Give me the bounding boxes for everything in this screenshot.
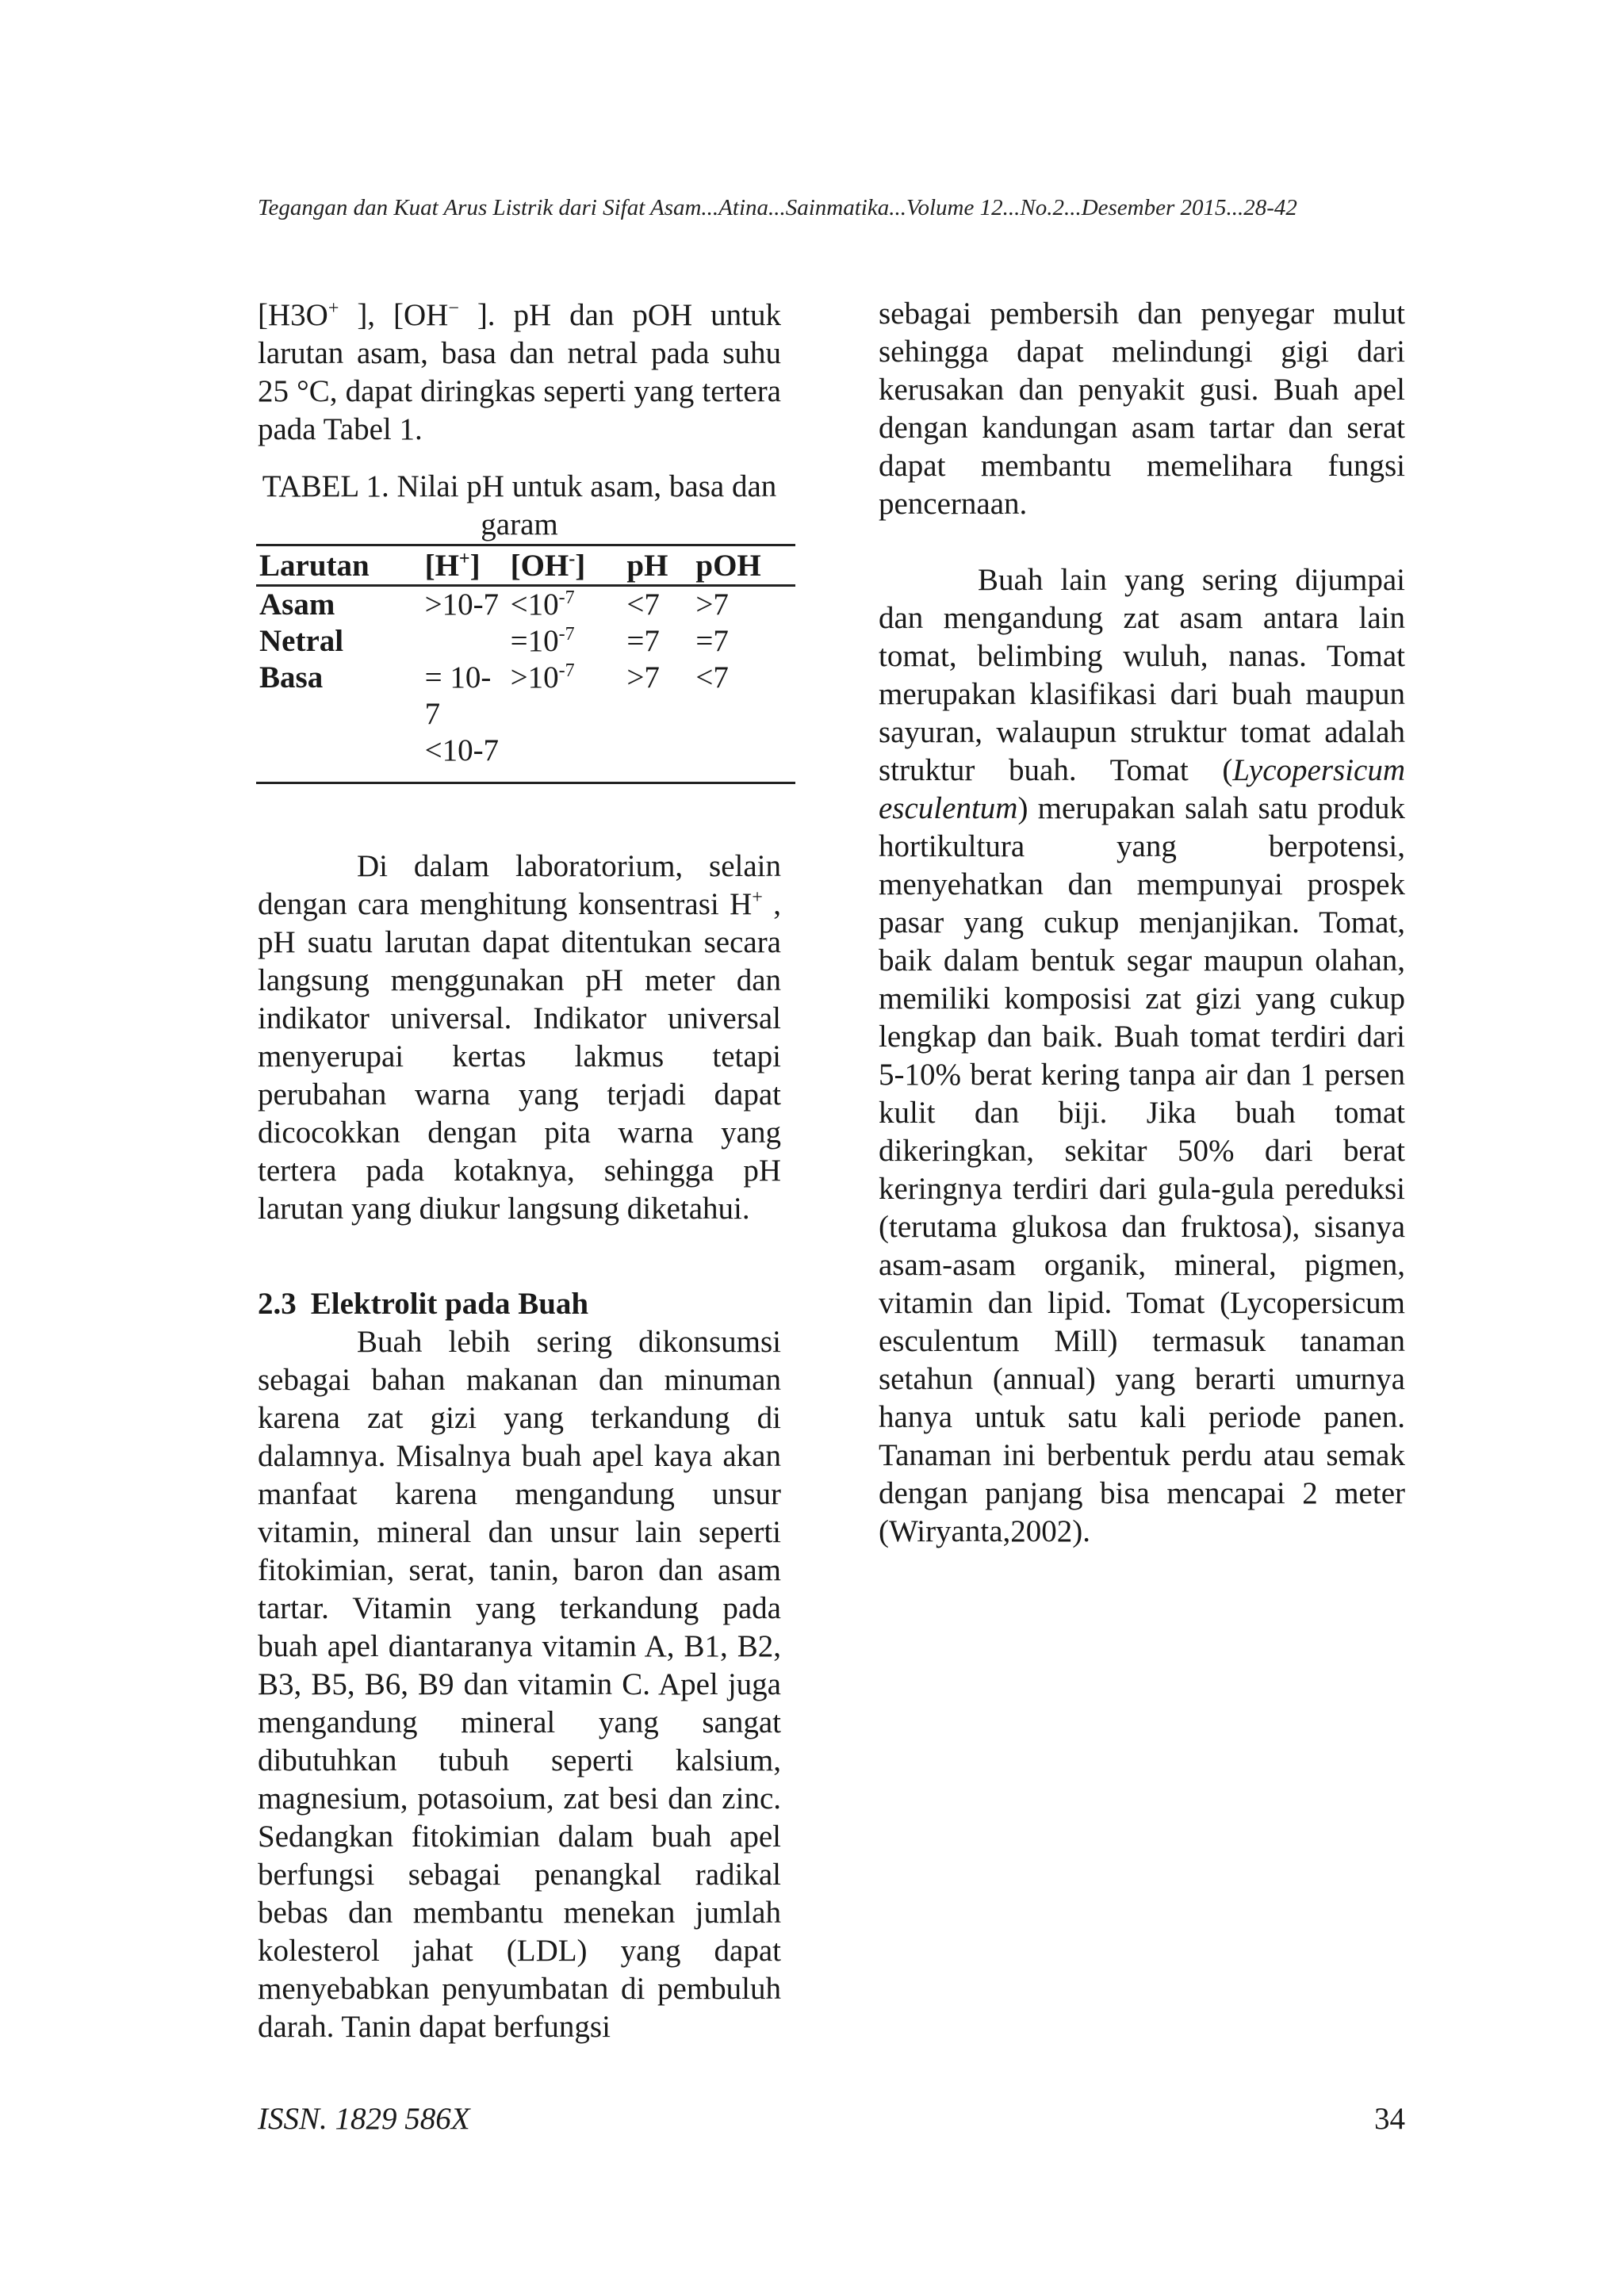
- header-ph: pH: [623, 545, 692, 586]
- cell-h: = 10-7: [424, 660, 492, 731]
- cell-oh: [508, 623, 624, 660]
- left-column: [258, 295, 781, 2046]
- cell-ph: =7: [626, 624, 660, 658]
- header-h-text: [H: [424, 549, 459, 583]
- cell-poh: >7: [695, 587, 729, 622]
- section-number: 2.3: [258, 1287, 297, 1321]
- cell-oh: [508, 733, 624, 783]
- header-h-sup: +: [458, 549, 470, 569]
- header-poh: pOH: [692, 545, 795, 586]
- tomat-text-1: Buah lain yang sering dijumpai dan mengandung zat asam antara lain tomat, belimbing wuluh, nanas. Tomat merupakan klasifikasi dari buah maupun sayuran, walaupun struktur tomat adalah struktur buah. Tomat (: [879, 563, 1405, 787]
- header-h: [422, 545, 508, 586]
- intro-sup-1: +: [327, 298, 339, 319]
- header-oh-sup: -: [569, 549, 576, 569]
- row-label: Asam: [259, 587, 335, 622]
- tomat-paragraph: [879, 561, 1405, 1551]
- row-label: Netral: [259, 624, 344, 658]
- lab-paragraph: [258, 848, 781, 1228]
- section-heading: [258, 1285, 781, 1323]
- row-label: Basa: [259, 660, 324, 695]
- page-number: 34: [1374, 2102, 1405, 2136]
- cell-ph: >7: [626, 660, 660, 695]
- table-header-row: [256, 545, 795, 586]
- intro-text-2: ], [OH: [339, 298, 449, 332]
- tomat-text-2: ) merupakan salah satu produk hortikultura yang berpotensi, menyehatkan dan mempunyai prospek pasar yang cukup menjanjikan. Tomat, baik dalam bentuk segar maupun olahan, memiliki komposisi zat gizi yang cukup lengkap dan baik. Buah tomat terdiri dari 5-10% berat kering tanpa air dan 1 persen kulit dan biji. Jika buah tomat dikeringkan, sekitar 50% dari berat keringnya terdiri dari gula-gula pereduksi (terutama glukosa dan fruktosa), sisanya asam-asam organik, mineral, pigmen, vitamin dan lipid. Tomat (Lycopersicum esculentum Mill) termasuk tanaman setahun (annual) yang berarti umurnya hanya untuk satu kali periode panen. Tanaman ini berbentuk perdu atau semak dengan panjang bisa mencapai 2 meter (Wiryanta,2002).: [879, 791, 1405, 1548]
- header-oh-close: ]: [575, 549, 586, 583]
- intro-paragraph: [258, 297, 781, 449]
- cell-h: <10-7: [422, 733, 508, 783]
- lab-text-2: , pH suatu larutan dapat ditentukan secara langsung menggunakan pH meter dan indikator universal. Indikator universal menyerupai kertas lakmus tetapi perubahan warna yang terjadi dapat dicocokkan dengan pita warna yang tertera pada kotaknya, sehingga pH larutan yang diukur langsung diketahui.: [258, 887, 782, 1226]
- cell-poh: <7: [695, 660, 729, 695]
- cell-ph: <7: [626, 587, 660, 622]
- footer-issn: ISSN. 1829 586X: [258, 2102, 470, 2136]
- cell-oh-exp: -7: [558, 587, 575, 608]
- cell-oh-exp: -7: [558, 624, 575, 645]
- cell-h: >10-7: [424, 587, 500, 622]
- cell-oh-base: <10: [510, 587, 559, 622]
- cell-oh: [508, 586, 624, 624]
- header-larutan: Larutan: [256, 545, 422, 586]
- cell-ph: [623, 733, 692, 783]
- cell-oh: [508, 660, 624, 733]
- running-header: Tegangan dan Kuat Arus Listrik dari Sifat Asam...Atina...Sainmatika...Volume 12...No.2...Desember 2015...28-42: [258, 195, 1297, 220]
- tomat-species-italic: Lycopersicum esculentum: [879, 753, 1405, 825]
- cell-oh-base: >10: [510, 660, 559, 695]
- cell-h: [422, 623, 508, 660]
- section-title: Elektrolit pada Buah: [310, 1287, 589, 1321]
- continued-paragraph: sebagai pembersih dan penyegar mulut sehingga dapat melindungi gigi dari kerusakan dan penyakit gusi. Buah apel dengan kandungan asam tartar dan serat dapat membantu memelihara fungsi pencernaan.: [879, 297, 1405, 521]
- table-caption: TABEL 1. Nilai pH untuk asam, basa dan garam: [262, 469, 777, 541]
- intro-text-3: ]. pH dan pOH untuk larutan asam, basa dan netral pada suhu 25 °C, dapat diringkas seperti yang tertera pada Tabel 1.: [258, 298, 781, 446]
- intro-sup-2: −: [448, 298, 459, 319]
- lab-sup: +: [752, 887, 763, 908]
- intro-text-1: [H3O: [258, 298, 328, 332]
- ph-table: [256, 544, 795, 784]
- table-row: [256, 660, 795, 733]
- right-column: [879, 295, 1405, 1551]
- header-oh-text: [OH: [510, 549, 569, 583]
- row-label: [256, 733, 422, 783]
- cell-oh-base: =10: [510, 624, 559, 658]
- cell-poh: =7: [695, 624, 729, 658]
- table-row: [256, 733, 795, 783]
- cell-oh-exp: -7: [558, 660, 575, 681]
- table-row: [256, 623, 795, 660]
- header-h-close: ]: [469, 549, 481, 583]
- header-oh: [508, 545, 624, 586]
- table-row: [256, 586, 795, 624]
- buah-paragraph: Buah lebih sering dikonsumsi sebagai bahan makanan dan minuman karena zat gizi yang terkandung di dalamnya. Misalnya buah apel kaya akan manfaat karena mengandung unsur vitamin, mineral dan unsur lain seperti fitokimian, serat, tanin, baron dan asam tartar. Vitamin yang terkandung pada buah apel diantaranya vitamin A, B1, B2, B3, B5, B6, B9 dan vitamin C. Apel juga mengandung mineral yang sangat dibutuhkan tubuh seperti kalsium, magnesium, potasoium, zat besi dan zinc. Sedangkan fitokimian dalam buah apel berfungsi sebagai penangkal radikal bebas dan membantu menekan jumlah kolesterol jahat (LDL) yang dapat menyebabkan penyumbatan di pembuluh darah. Tanin dapat berfungsi: [258, 1325, 781, 2044]
- cell-poh: [692, 733, 795, 783]
- lab-text-1: Di dalam laboratorium, selain dengan cara menghitung konsentrasi H: [258, 849, 781, 921]
